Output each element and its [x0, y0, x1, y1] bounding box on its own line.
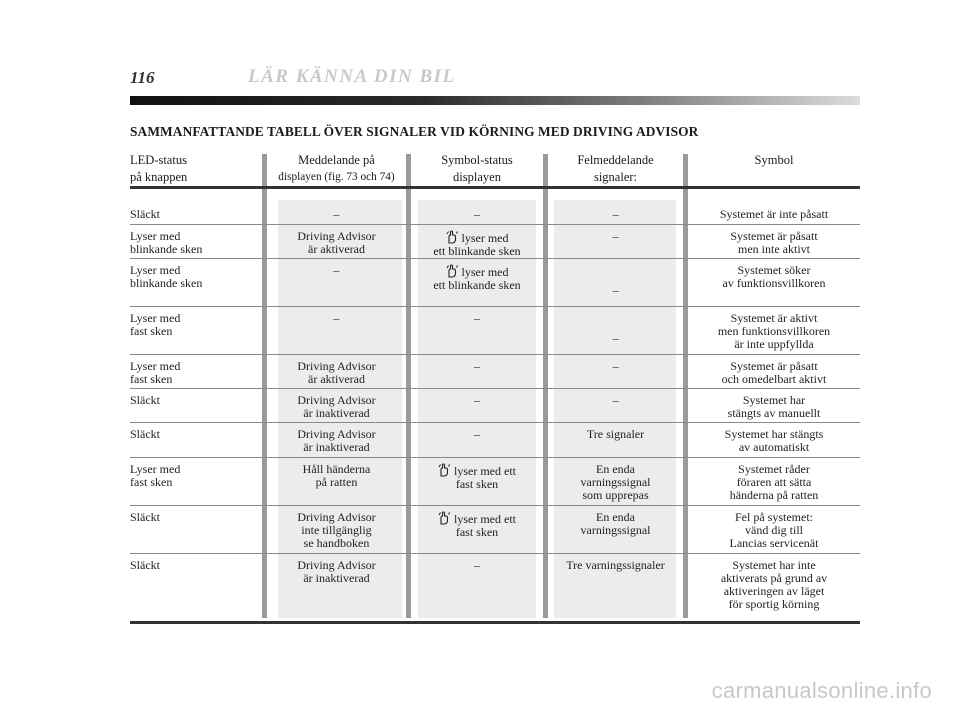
display-message-cell — [267, 264, 406, 277]
error-signal-cell — [548, 360, 683, 373]
display-message-cell — [267, 360, 406, 386]
display-message-cell — [267, 511, 406, 550]
led-status-cell-line: Lyser med — [130, 462, 181, 476]
error-signal-cell-line: varningssignal — [580, 523, 651, 537]
symbol-status-cell — [411, 394, 543, 407]
table-header-rule — [130, 186, 860, 189]
error-signal-cell-line: – — [612, 229, 619, 243]
error-signal-cell — [548, 208, 683, 221]
symbol-meaning-cell-line: Systemet har — [742, 393, 806, 407]
column-header-symbol: Symbol-status displayen — [441, 153, 513, 184]
symbol-meaning-cell-line: aktiverats på grund av — [720, 571, 828, 585]
symbol-status-cell — [411, 463, 543, 491]
table-row — [130, 457, 860, 505]
symbol-meaning-cell-line: men funktionsvillkoren — [717, 324, 831, 338]
symbol-meaning-cell — [688, 394, 860, 420]
display-message-cell-line: Driving Advisor — [297, 427, 376, 441]
error-signal-cell-line: som upprepas — [582, 488, 649, 502]
symbol-meaning-cell-line: Systemet är påsatt — [730, 359, 818, 373]
display-message-cell-line: är inaktiverad — [303, 406, 370, 420]
symbol-status-cell-line: – — [474, 558, 480, 572]
table-row — [130, 258, 860, 306]
symbol-meaning-cell-line: Lancias servicenät — [729, 536, 819, 550]
led-status-cell — [130, 511, 260, 524]
symbol-meaning-cell-line: Systemet har stängts — [724, 427, 824, 441]
display-message-cell — [267, 428, 406, 454]
display-message-cell-line: är inaktiverad — [303, 571, 370, 585]
symbol-status-cell-line — [411, 264, 543, 279]
display-message-cell-line: – — [333, 263, 340, 277]
led-status-cell-line: fast sken — [130, 372, 173, 386]
column-header-error: Felmeddelande signaler: — [577, 153, 654, 184]
led-status-cell-line: Släckt — [130, 393, 160, 407]
column-header-message: Meddelande på displayen (fig. 73 och 74) — [278, 153, 395, 183]
led-status-cell — [130, 312, 260, 338]
symbol-status-cell-line: ett blinkande sken — [433, 244, 521, 258]
display-message-cell — [267, 312, 406, 325]
symbol-status-cell-line: – — [474, 311, 480, 325]
symbol-meaning-cell — [688, 428, 860, 454]
symbol-status-cell — [411, 208, 543, 221]
symbol-meaning-cell-line: Fel på systemet: — [735, 510, 813, 524]
display-message-cell — [267, 463, 406, 489]
display-message-cell-line: Håll händerna — [302, 462, 371, 476]
symbol-meaning-cell — [688, 559, 860, 611]
symbol-meaning-cell-line: Systemet är påsatt — [730, 229, 818, 243]
symbol-meaning-cell-line: av funktionsvillkoren — [722, 276, 826, 290]
symbol-status-cell — [411, 230, 543, 258]
led-status-cell-line: Släckt — [130, 558, 160, 572]
error-signal-cell — [548, 284, 683, 297]
lane-keeping-hand-icon — [446, 264, 458, 278]
led-status-cell-line: Släckt — [130, 207, 160, 221]
symbol-status-cell-line: – — [474, 393, 480, 407]
led-status-cell — [130, 264, 260, 290]
symbol-status-cell-text: lyser med ett — [454, 464, 516, 478]
symbol-status-cell-line — [411, 511, 543, 526]
error-signal-cell-line: – — [612, 207, 619, 221]
led-status-cell — [130, 230, 260, 256]
lane-keeping-hand-icon — [438, 463, 450, 477]
column-header-symbol-meaning: Symbol — [754, 153, 794, 167]
error-signal-cell-line: – — [612, 359, 619, 373]
led-status-cell-line: blinkande sken — [130, 276, 203, 290]
table-row — [130, 505, 860, 553]
symbol-meaning-cell-line: händerna på ratten — [729, 488, 819, 502]
symbol-meaning-cell — [688, 511, 860, 550]
error-signal-cell — [548, 463, 683, 502]
symbol-meaning-cell-line: föraren att sätta — [736, 475, 812, 489]
display-message-cell — [267, 394, 406, 420]
symbol-meaning-cell-line: Systemet råder — [738, 462, 810, 476]
error-signal-cell — [548, 332, 683, 345]
error-signal-cell — [548, 230, 683, 243]
table-row — [130, 306, 860, 354]
error-signal-cell — [548, 394, 683, 407]
symbol-status-cell-text: lyser med — [461, 265, 509, 279]
display-message-cell-line: på ratten — [315, 475, 358, 489]
table-row — [130, 422, 860, 457]
led-status-cell — [130, 394, 260, 407]
symbol-meaning-cell-line: Systemet är inte påsatt — [719, 207, 829, 221]
symbol-status-cell — [411, 559, 543, 572]
led-status-cell-line: fast sken — [130, 324, 173, 338]
led-status-cell — [130, 559, 260, 572]
display-message-cell-line: är inaktiverad — [303, 440, 370, 454]
symbol-status-cell-text: lyser med ett — [454, 512, 516, 526]
table-row — [130, 224, 860, 258]
symbol-status-cell-text: lyser med — [461, 231, 509, 245]
symbol-status-cell — [411, 312, 543, 325]
symbol-meaning-cell — [688, 264, 860, 290]
table-bottom-rule — [130, 621, 860, 624]
led-status-cell-line: fast sken — [130, 475, 173, 489]
watermark: carmanualsonline.info — [711, 678, 932, 703]
symbol-status-cell — [411, 360, 543, 373]
symbol-meaning-cell — [688, 360, 860, 386]
display-message-cell-line: är aktiverad — [308, 372, 365, 386]
led-status-cell-line: Lyser med — [130, 263, 181, 277]
symbol-status-cell — [411, 428, 543, 441]
symbol-status-cell — [411, 264, 543, 292]
led-status-cell — [130, 360, 260, 386]
error-signal-cell — [548, 511, 683, 537]
led-status-cell-line: Lyser med — [130, 311, 181, 325]
symbol-meaning-cell-line: Systemet har inte — [732, 558, 816, 572]
symbol-meaning-cell-line: Systemet söker — [737, 263, 811, 277]
display-message-cell-line: inte tillgänglig — [301, 523, 372, 537]
symbol-meaning-cell — [688, 463, 860, 502]
display-message-cell-line: Driving Advisor — [297, 359, 376, 373]
display-message-cell — [267, 230, 406, 256]
symbol-meaning-cell-line: Systemet är aktivt — [730, 311, 818, 325]
symbol-status-cell-line: – — [474, 359, 480, 373]
display-message-cell-line: Driving Advisor — [297, 558, 376, 572]
symbol-status-cell-line: fast sken — [455, 477, 499, 491]
section-title: SAMMANFATTANDE TABELL ÖVER SIGNALER VID KÖRNING MED DRIVING ADVISOR — [130, 124, 699, 139]
error-signal-cell-line: – — [612, 331, 619, 345]
display-message-cell-line: är aktiverad — [308, 242, 365, 256]
table-row — [130, 354, 860, 388]
symbol-meaning-cell-line: och omedelbart aktivt — [721, 372, 827, 386]
symbol-status-cell-line: fast sken — [455, 525, 499, 539]
display-message-cell-line: se handboken — [303, 536, 370, 550]
symbol-meaning-cell-line: är inte uppfyllda — [734, 337, 814, 351]
error-signal-cell — [548, 559, 683, 572]
display-message-cell-line: Driving Advisor — [297, 510, 376, 524]
led-status-cell — [130, 428, 260, 441]
symbol-meaning-cell-line: vänd dig till — [745, 523, 803, 537]
column-header-led: LED-status på knappen — [130, 153, 188, 184]
symbol-status-cell-line: ett blinkande sken — [433, 278, 521, 292]
display-message-cell-line: Driving Advisor — [297, 393, 376, 407]
error-signal-cell-line: En enda — [596, 462, 635, 476]
error-signal-cell-line: – — [612, 393, 619, 407]
display-message-cell-line: – — [333, 311, 340, 325]
error-signal-cell-line: varningssignal — [580, 475, 651, 489]
led-status-cell — [130, 463, 260, 489]
symbol-meaning-cell — [688, 230, 860, 256]
table-row — [130, 202, 860, 224]
symbol-meaning-cell-line: för sportig körning — [728, 597, 820, 611]
page-number: 116 — [130, 68, 155, 87]
symbol-status-cell-line — [411, 463, 543, 478]
symbol-status-cell-line: – — [474, 427, 480, 441]
error-signal-cell-line: – — [612, 283, 619, 297]
display-message-cell — [267, 208, 406, 221]
symbol-meaning-cell — [688, 208, 860, 221]
symbol-meaning-cell — [688, 312, 860, 351]
error-signal-cell-line: En enda — [596, 510, 635, 524]
display-message-cell-line: Driving Advisor — [297, 229, 376, 243]
header-rule — [130, 96, 860, 105]
display-message-cell — [267, 559, 406, 585]
table-row — [130, 388, 860, 422]
lane-keeping-hand-icon — [438, 511, 450, 525]
led-status-cell-line: Släckt — [130, 427, 160, 441]
error-signal-cell — [548, 428, 683, 441]
led-status-cell-line: blinkande sken — [130, 242, 203, 256]
led-status-cell-line: Lyser med — [130, 359, 181, 373]
symbol-status-cell-line: – — [474, 207, 480, 221]
symbol-meaning-cell-line: aktiveringen av läget — [723, 584, 825, 598]
error-signal-cell-line: Tre signaler — [586, 427, 645, 441]
lane-keeping-hand-icon — [446, 230, 458, 244]
display-message-cell-line: – — [333, 207, 340, 221]
led-status-cell-line: Släckt — [130, 510, 160, 524]
led-status-cell — [130, 208, 260, 221]
led-status-cell-line: Lyser med — [130, 229, 181, 243]
symbol-meaning-cell-line: men inte aktivt — [738, 242, 810, 256]
symbol-status-cell-line — [411, 230, 543, 245]
table-row — [130, 553, 860, 621]
error-signal-cell-line: Tre varningssignaler — [566, 558, 665, 572]
chapter-title: LÄR KÄNNA DIN BIL — [248, 66, 456, 87]
symbol-meaning-cell-line: stängts av manuellt — [727, 406, 821, 420]
signal-summary-table — [130, 152, 860, 626]
symbol-status-cell — [411, 511, 543, 539]
symbol-meaning-cell-line: av automatiskt — [738, 440, 810, 454]
